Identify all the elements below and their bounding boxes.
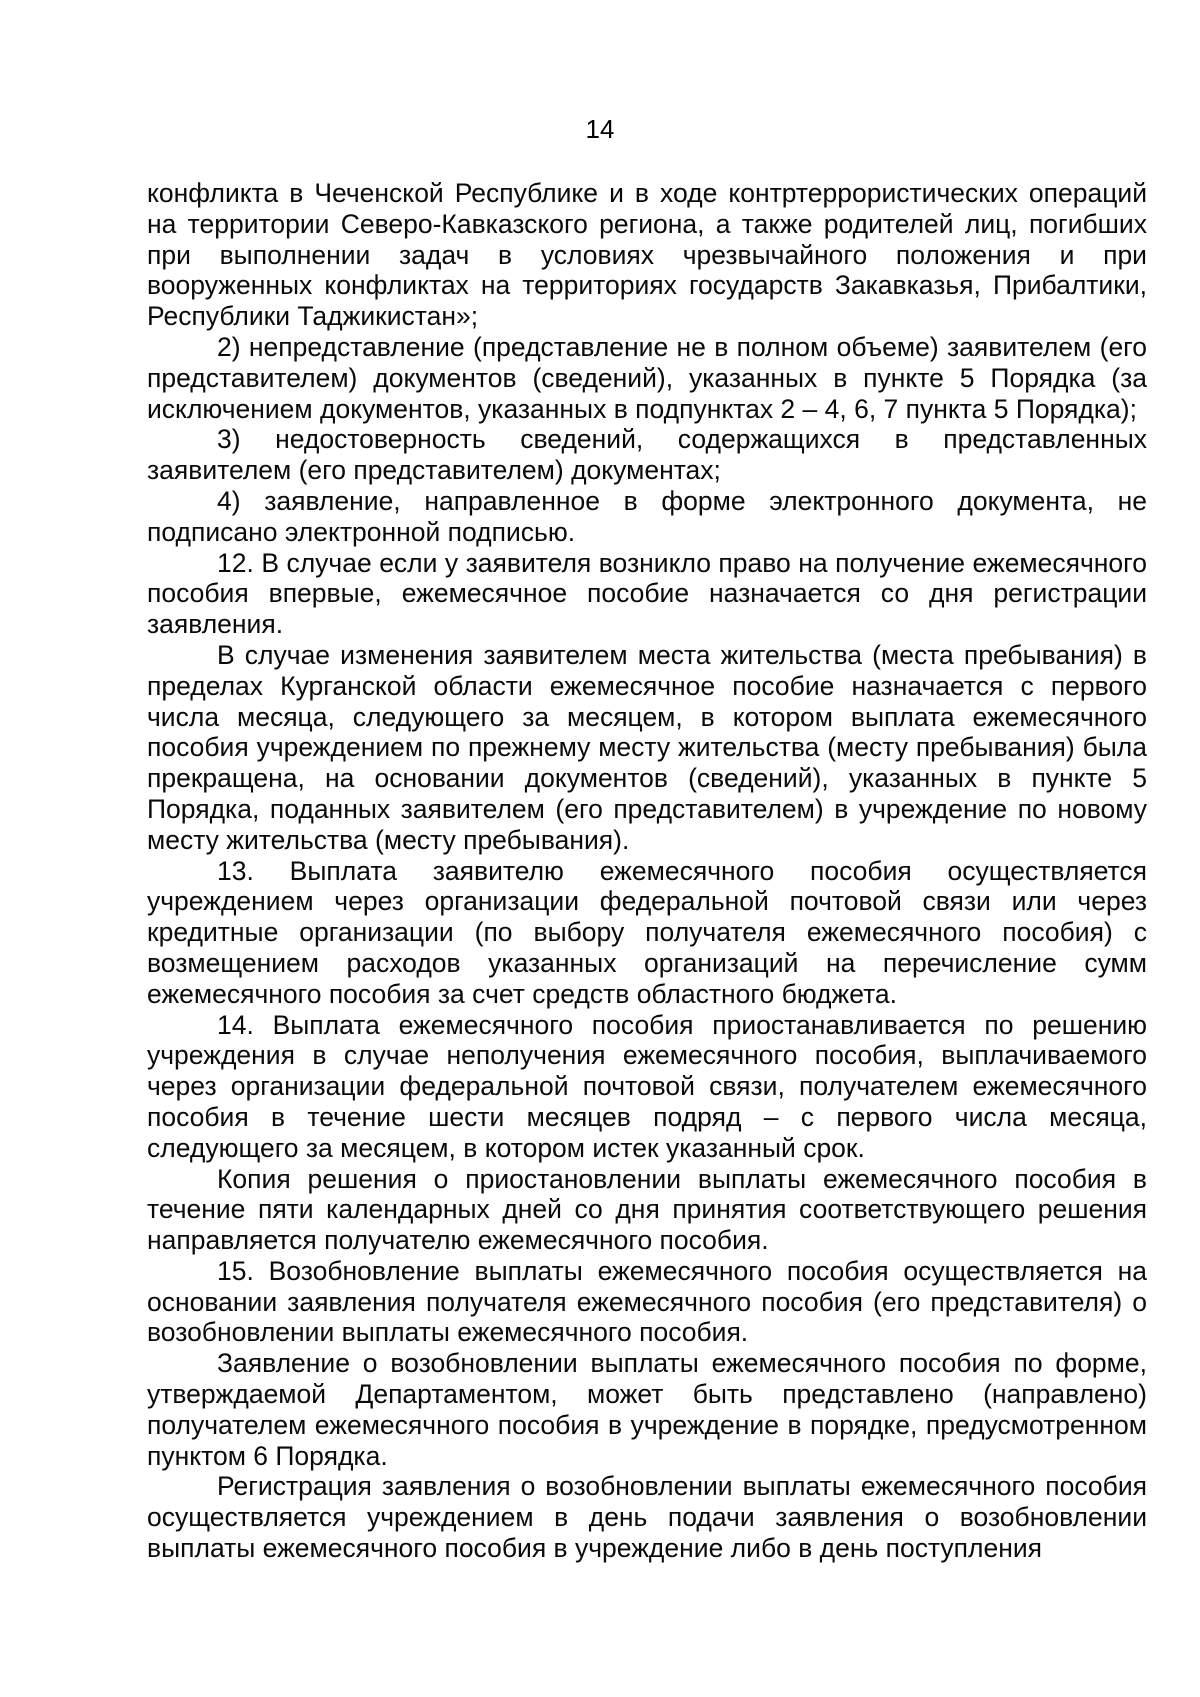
paragraph-clause-14: 14. Выплата ежемесячного пособия приостанавливается по решению учреждения в случае неполучения ежемесячного пособия, выплачиваемого через организации федеральной почтовой связи, получателем ежемесячного пособия в течение шести месяцев подряд – с первого числа месяца, следующего за месяцем, в котором истек указанный срок. [147,1009,1147,1163]
paragraph-clause-13: 13. Выплата заявителю ежемесячного пособия осуществляется учреждением через организации федеральной почтовой связи или через кредитные организации (по выбору получателя ежемесячного пособия) с возмещением расходов указанных организаций на перечисление сумм ежемесячного пособия за счет средств областного бюджета. [147,855,1147,1009]
paragraph-clause-15-application: Заявление о возобновлении выплаты ежемесячного пособия по форме, утверждаемой Департаментом, может быть представлено (направлено) получателем ежемесячного пособия в учреждение в порядке, предусмотренном пунктом 6 Порядка. [147,1348,1147,1471]
paragraph-clause-12-relocation: В случае изменения заявителем места жительства (места пребывания) в пределах Курганской области ежемесячное пособие назначается с первого числа месяца, следующего за месяцем, в котором выплата ежемесячного пособия учреждением по прежнему месту жительства (месту пребывания) была прекращена, на основании документов (сведений), указанных в пункте 5 Порядка, поданных заявителем (его представителем) в учреждение по новому месту жительства (месту пребывания). [147,639,1147,855]
paragraph-clause-14-copy: Копия решения о приостановлении выплаты ежемесячного пособия в течение пяти календарных дней со дня принятия соответствующего решения направляется получателю ежемесячного пособия. [147,1163,1147,1256]
paragraph-item-3: 3) недостоверность сведений, содержащихся в представленных заявителем (его представителем) документах; [147,424,1147,486]
paragraph-clause-15: 15. Возобновление выплаты ежемесячного пособия осуществляется на основании заявления получателя ежемесячного пособия (его представителя) о возобновлении выплаты ежемесячного пособия. [147,1255,1147,1348]
paragraph-item-2: 2) непредставление (представление не в полном объеме) заявителем (его представителем) документов (сведений), указанных в пункте 5 Порядка (за исключением документов, указанных в подпунктах 2 – 4, 6, 7 пункта 5 Порядка); [147,331,1147,424]
page-number: 14 [585,114,615,144]
paragraph-continuation: конфликта в Чеченской Республике и в ходе контртеррористических операций на территории Северо-Кавказского региона, а также родителей лиц, погибших при выполнении задач в условиях чрезвычайного положения и при вооруженных конфликтах на территориях государств Закавказья, Прибалтики, Республики Таджикистан»; [147,178,1147,332]
paragraph-clause-15-registration: Регистрация заявления о возобновлении выплаты ежемесячного пособия осуществляется учреждением в день подачи заявления о возобновлении выплаты ежемесячного пособия в учреждение либо в день поступления [147,1471,1147,1564]
paragraph-clause-12: 12. В случае если у заявителя возникло право на получение ежемесячного пособия впервые, ежемесячное пособие назначается со дня регистрации заявления. [147,547,1147,640]
paragraph-item-4: 4) заявление, направленное в форме электронного документа, не подписано электронной подписью. [147,485,1147,547]
document-body [147,178,1147,1564]
